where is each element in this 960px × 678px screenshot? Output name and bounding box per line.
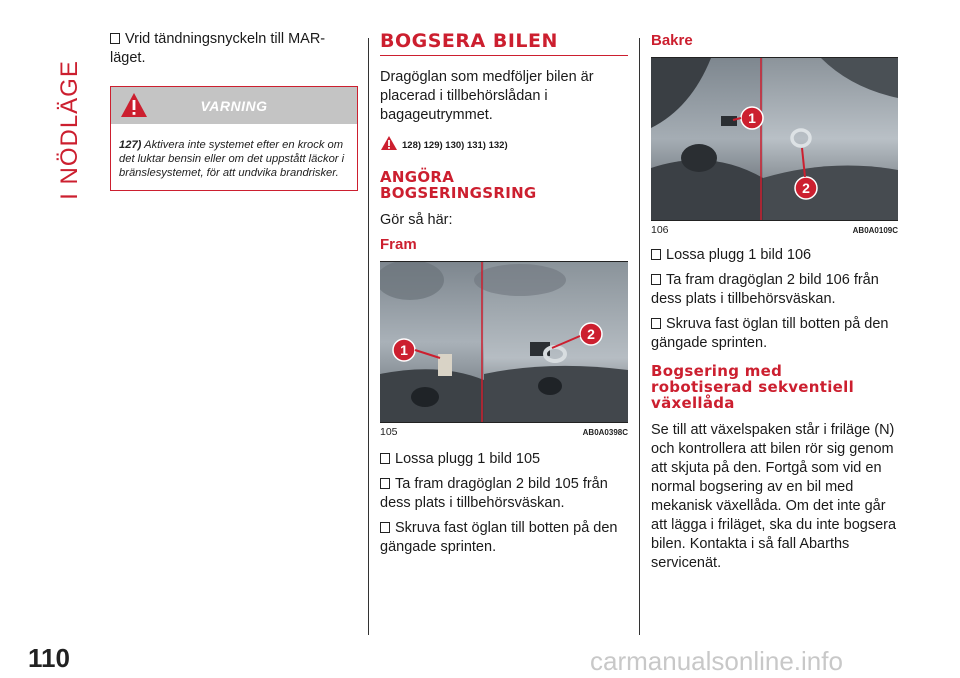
warning-body xyxy=(111,124,357,190)
bullet-item xyxy=(651,246,898,265)
references-text: 128) 129) 130) 131) 132) xyxy=(402,140,508,151)
checkbox-bullet-icon xyxy=(651,318,661,329)
intro-paragraph: Dragöglan som medföljer bilen är placerad i tillbehörslådan i bagageutrymmet. xyxy=(380,69,594,123)
bullet-list xyxy=(651,246,898,353)
warning-box xyxy=(110,86,358,191)
bullet-text: Ta fram dragöglan 2 bild 106 från dess plats i tillbehörsväskan. xyxy=(651,272,879,307)
subheading-line: Bogsering med xyxy=(651,362,783,380)
checkbox-bullet-icon xyxy=(110,33,120,44)
subheading xyxy=(651,363,898,411)
checkbox-bullet-icon xyxy=(380,478,390,489)
section-heading: BOGSERA BILEN xyxy=(380,30,628,56)
bullet-list xyxy=(380,450,628,557)
figure-105-caption xyxy=(380,423,628,438)
section-side-label-text: I NÖDLÄGE xyxy=(56,60,84,200)
column-divider xyxy=(368,38,369,635)
column-divider xyxy=(639,38,640,635)
bullet-text: Lossa plugg 1 bild 106 xyxy=(666,247,812,263)
figure-number: 106 xyxy=(651,224,669,236)
checkbox-bullet-icon xyxy=(651,274,661,285)
checkbox-bullet-icon xyxy=(651,249,661,260)
figure-number: 105 xyxy=(380,426,398,438)
bullet-item xyxy=(380,475,628,513)
bullet-item xyxy=(380,519,628,557)
rear-heading: Bakre xyxy=(651,32,693,49)
callout-2: 2 xyxy=(802,180,810,196)
figure-106-caption xyxy=(651,221,898,236)
bullet-item xyxy=(380,450,628,469)
bullet-item xyxy=(651,315,898,353)
warning-title: VARNING xyxy=(200,97,268,114)
bullet-item xyxy=(651,271,898,309)
front-heading: Fram xyxy=(380,236,417,253)
warning-triangle-icon xyxy=(380,135,398,151)
bullet-text: Lossa plugg 1 bild 105 xyxy=(395,451,541,467)
subheading-line: BOGSERINGSRING xyxy=(380,184,537,202)
figure-code: AB0A0398C xyxy=(582,427,628,437)
callout-1: 1 xyxy=(748,110,756,126)
warning-triangle-icon xyxy=(119,91,149,119)
subheading-line: robotiserad sekventiell xyxy=(651,378,855,396)
subheading xyxy=(380,169,628,201)
page-number: 110 xyxy=(28,643,70,673)
bullet-text: Vrid tändningsnyckeln till MAR-läget. xyxy=(110,31,326,66)
callout-2: 2 xyxy=(587,326,595,342)
figure-code: AB0A0109C xyxy=(852,225,898,235)
steps-intro: Gör så här: xyxy=(380,212,453,228)
column-3 xyxy=(651,30,898,573)
checkbox-bullet-icon xyxy=(380,522,390,533)
figure-105 xyxy=(380,261,628,423)
figure-105-image xyxy=(380,262,628,422)
bullet-text: Skruva fast öglan till botten på den gängade sprinten. xyxy=(380,520,618,555)
watermark: carmanualsonline.info xyxy=(590,646,843,676)
checkbox-bullet-icon xyxy=(380,453,390,464)
column-2 xyxy=(380,30,628,563)
column-1 xyxy=(110,30,358,191)
warning-number: 127) xyxy=(119,139,142,151)
figure-106 xyxy=(651,57,898,221)
section-side-label xyxy=(40,60,100,200)
bullet-text: Ta fram dragöglan 2 bild 105 från dess plats i tillbehörsväskan. xyxy=(380,476,608,511)
warning-text: Aktivera inte systemet efter en krock om det luktar bensin eller om det uppstått läckor i bränslesystemet, för att undvika brandrisker. xyxy=(119,139,345,179)
warning-header xyxy=(111,87,357,124)
warning-references xyxy=(380,135,628,151)
subheading-line: ANGÖRA xyxy=(380,168,455,186)
body-paragraph: Se till att växelspaken står i friläge (N) och kontrollera att bilen rör sig genom att skjuta på den. Fortgå som vid en normal bogsering av en bil med mekanisk växellåda. Om det inte går att lägga i friläget, ska du inte bogsera bilen. Kontakta i så fall Abarths servicenät. xyxy=(651,422,897,571)
subheading-line: växellåda xyxy=(651,394,735,412)
bullet-text: Skruva fast öglan till botten på den gängade sprinten. xyxy=(651,316,889,351)
bullet-item xyxy=(110,30,358,68)
figure-106-image xyxy=(651,58,898,220)
callout-1: 1 xyxy=(400,342,408,358)
